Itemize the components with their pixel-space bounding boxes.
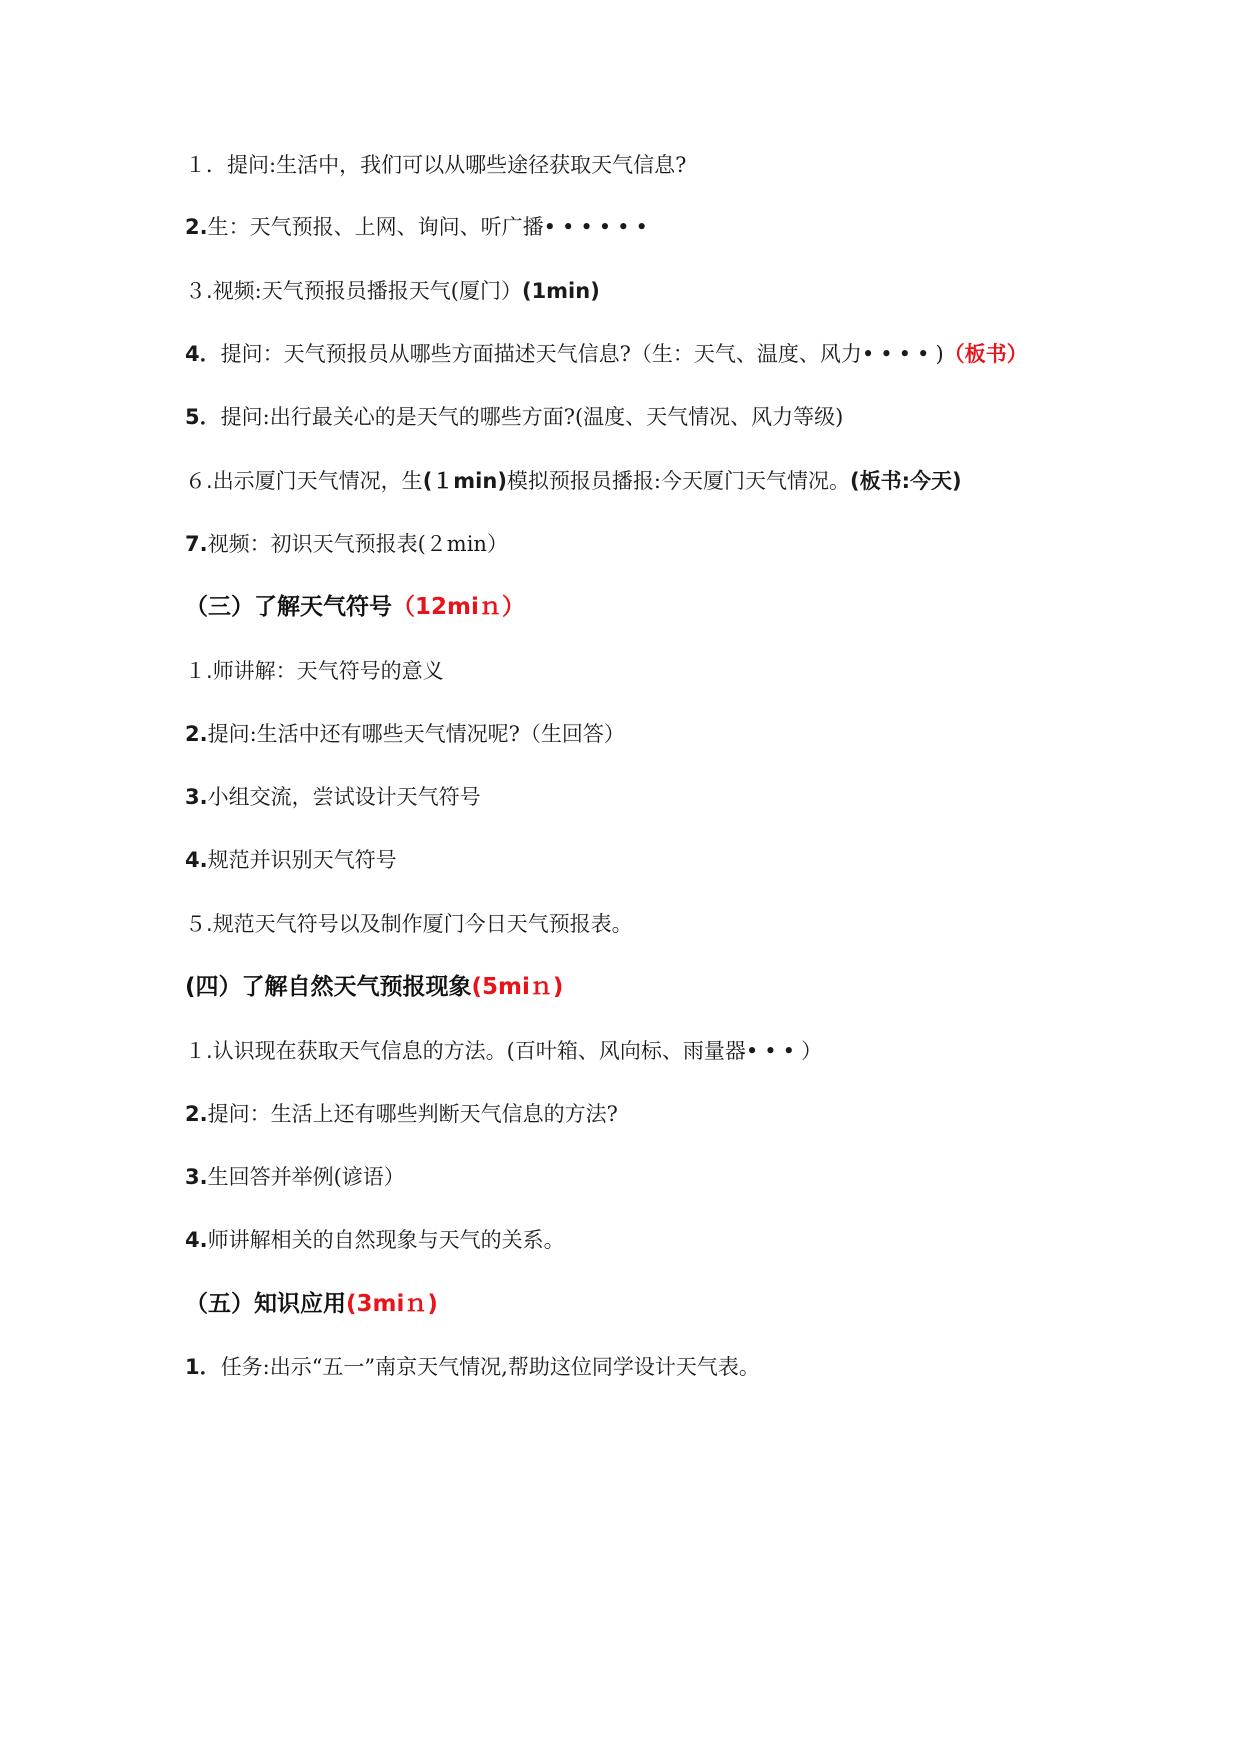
s4-item-2 [185,1099,618,1129]
s5-item-1 [185,1352,760,1382]
close-paren: ) [935,342,944,366]
item-number: ３. [185,279,213,303]
item-text: 师讲解：天气符号的意义 [212,659,444,683]
item-text: 认识现在获取天气信息的方法。(百叶箱、风向标、雨量器 [212,1039,746,1063]
item-5-question-travel [185,402,843,432]
ellipsis-dots: ••• [745,1039,802,1063]
item-6-xiamen-weather [185,466,962,496]
item-text: 视频:天气预报员播报天气(厦门） [212,279,522,303]
item-text: 出示厦门天气情况，生 [212,469,423,493]
section-5-heading [185,1289,438,1319]
item-1-question-weather-sources [185,150,686,180]
item-7-video-forecast-table [185,529,508,559]
section-3-heading [185,592,525,622]
item-number: 3. [185,785,208,809]
item-text: 小组交流，尝试设计天气符号 [207,785,481,809]
item-number: 4. [185,848,208,872]
blackboard-note: (板书:今天) [850,469,962,493]
s4-item-1 [185,1036,822,1066]
s3-item-5 [185,909,633,939]
item-text: 提问：生活上还有哪些判断天气信息的方法? [207,1102,618,1126]
ellipsis-dots: •••••• [543,215,654,239]
s3-item-1 [185,656,444,686]
item-text: 规范并识别天气符号 [207,848,397,872]
section-time: (5miｎ) [471,974,564,1000]
time-label: (１min) [422,469,507,493]
item-number: 1． [185,1355,221,1379]
time-label: (1min) [521,279,600,303]
item-number: 2. [185,722,208,746]
item-number: 4. [185,1228,208,1252]
item-text: 提问:生活中还有哪些天气情况呢?（生回答） [207,722,625,746]
item-number: 2. [185,215,208,239]
s3-item-2 [185,719,625,749]
item-text: 提问：天气预报员从哪些方面描述天气信息?（生：天气、温度、风力 [220,342,862,366]
item-text: 生回答并举例(谚语） [207,1165,405,1189]
section-title: (四）了解自然天气预报现象 [185,974,472,1000]
close-paren: ） [801,1039,823,1063]
item-number: 5． [185,405,221,429]
s4-item-3 [185,1162,405,1192]
item-number: 2. [185,1102,208,1126]
s4-item-4 [185,1225,565,1255]
item-4-question-forecast-aspects [185,339,1028,369]
section-title: （五）知识应用 [185,1291,346,1317]
item-text: 生：天气预报、上网、询问、听广播 [207,215,544,239]
item-number: １． [185,153,227,177]
item-number: １. [185,659,213,683]
item-text: 师讲解相关的自然现象与天气的关系。 [207,1228,565,1252]
item-number: ５. [185,912,213,936]
item-number: ６. [185,469,213,493]
section-4-heading [185,972,563,1002]
item-text: 视频：初识天气预报表(２min） [207,532,508,556]
item-text: 提问:生活中，我们可以从哪些途径获取天气信息? [227,153,687,177]
ellipsis-dots: •••• [861,342,936,366]
section-time: (3miｎ) [346,1291,438,1317]
blackboard-note: （板书） [943,342,1028,366]
item-number: １. [185,1039,213,1063]
item-text: 提问:出行最关心的是天气的哪些方面?(温度、天气情况、风力等级) [220,405,844,429]
item-number: 7. [185,532,208,556]
section-title: （三）了解天气符号 [185,594,392,620]
item-text: 任务:出示“五一”南京天气情况,帮助这位同学设计天气表。 [220,1355,760,1379]
item-2-student-answer [185,212,654,242]
item-text-2: 模拟预报员播报:今天厦门天气情况。 [506,469,850,493]
item-text: 规范天气符号以及制作厦门今日天气预报表。 [212,912,633,936]
item-number: 4． [185,342,221,366]
s3-item-3 [185,782,481,812]
item-3-video-forecaster [185,276,600,306]
item-number: 3. [185,1165,208,1189]
s3-item-4 [185,845,397,875]
section-time: （12miｎ） [392,594,525,620]
